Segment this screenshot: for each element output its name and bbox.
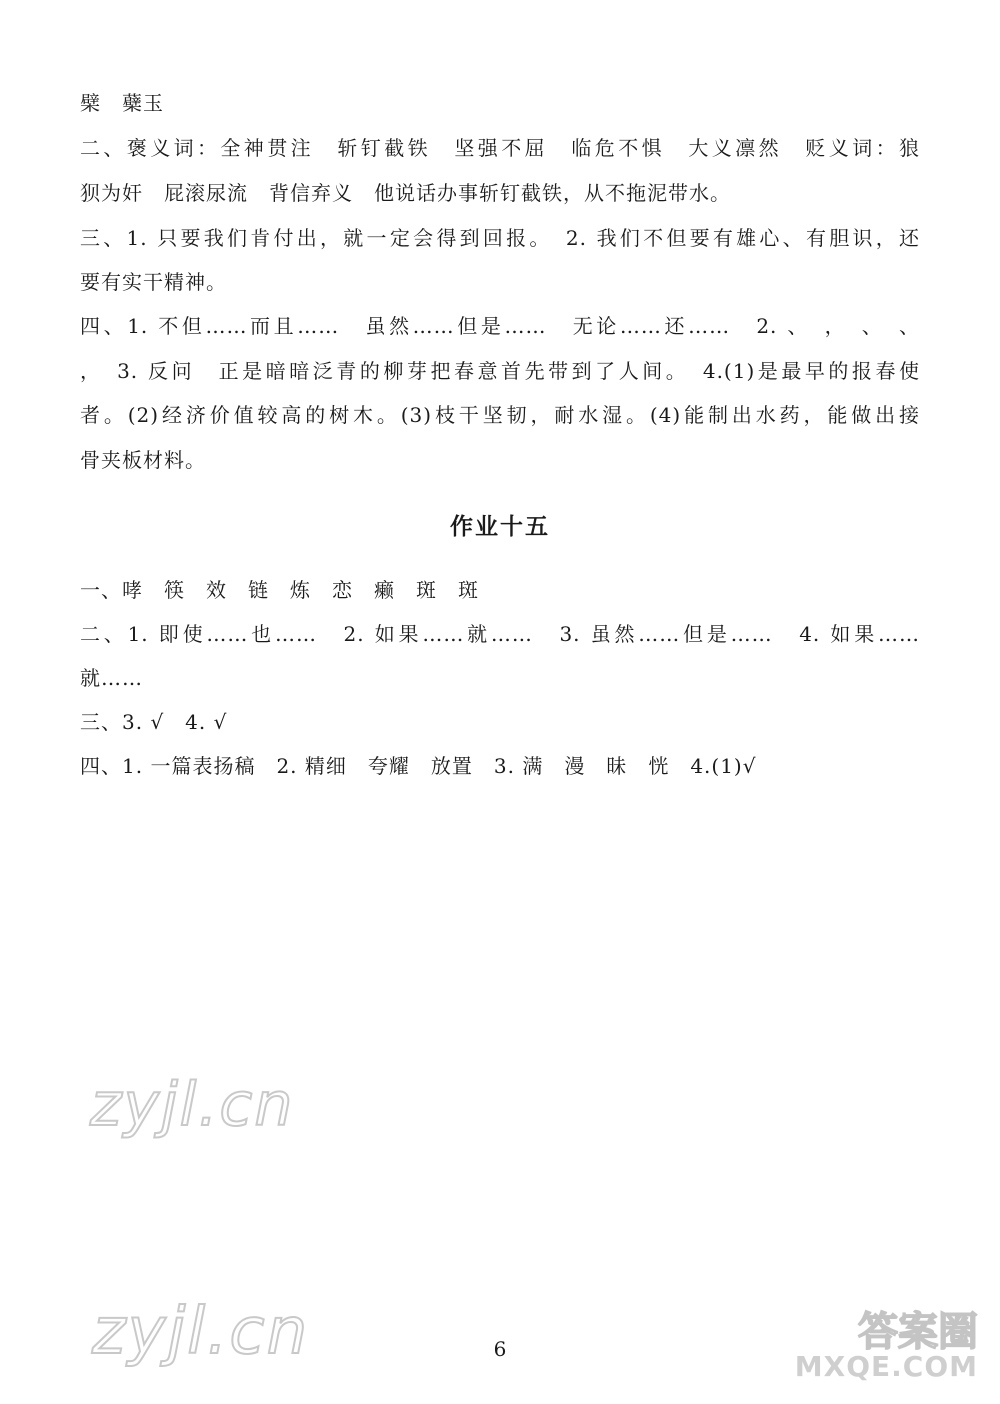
- watermark-logo: zyjl.cn: [92, 1295, 310, 1369]
- answer-line-6: 四、1. 不但……而且…… 虽然……但是…… 无论……还…… 2. 、 ， 、 、: [80, 314, 920, 338]
- section-line-1: 一、哮 筷 效 链 炼 恋 癞 斑 斑: [80, 578, 479, 602]
- section-line-4: 三、3. √ 4. √: [80, 710, 228, 734]
- answer-line-4: 三、1. 只要我们肯付出，就一定会得到回报。 2. 我们不但要有雄心、有胆识，还: [80, 226, 920, 250]
- answer-line-9: 骨夹板材料。: [80, 448, 206, 472]
- watermark-logo: zyjl.cn: [90, 1070, 295, 1140]
- answer-line-7: ， 3. 反问 正是暗暗泛青的柳芽把春意首先带到了人间。 4.(1)是最早的报春使: [80, 359, 920, 383]
- answer-line-5: 要有实干精神。: [80, 270, 227, 294]
- answer-line-8: 者。(2)经济价值较高的树木。(3)枝干坚韧，耐水湿。(4)能制出水药，能做出接: [80, 403, 920, 427]
- corner-logo-en: MXQE.COM: [794, 1350, 978, 1383]
- section-line-2: 二、1. 即使……也…… 2. 如果……就…… 3. 虽然……但是…… 4. 如果……: [80, 622, 920, 646]
- page-number: 6: [493, 1337, 507, 1361]
- section-line-5: 四、1. 一篇表扬稿 2. 精细 夸耀 放置 3. 满 漫 昧 恍 4.(1)√: [80, 754, 757, 778]
- corner-logo: [778, 1300, 978, 1390]
- answer-line-1: 檗 蘗玉: [80, 91, 164, 115]
- corner-logo-cn: 答案圈: [858, 1309, 978, 1355]
- answer-line-2: 二、褒义词：全神贯注 斩钉截铁 坚强不屈 临危不惧 大义凛然 贬义词：狼: [80, 136, 920, 160]
- section-title: 作业十五: [450, 514, 550, 540]
- answer-line-3: 狈为奸 屁滚尿流 背信弃义 他说话办事斩钉截铁，从不拖泥带水。: [80, 181, 731, 205]
- section-line-3: 就……: [80, 666, 143, 690]
